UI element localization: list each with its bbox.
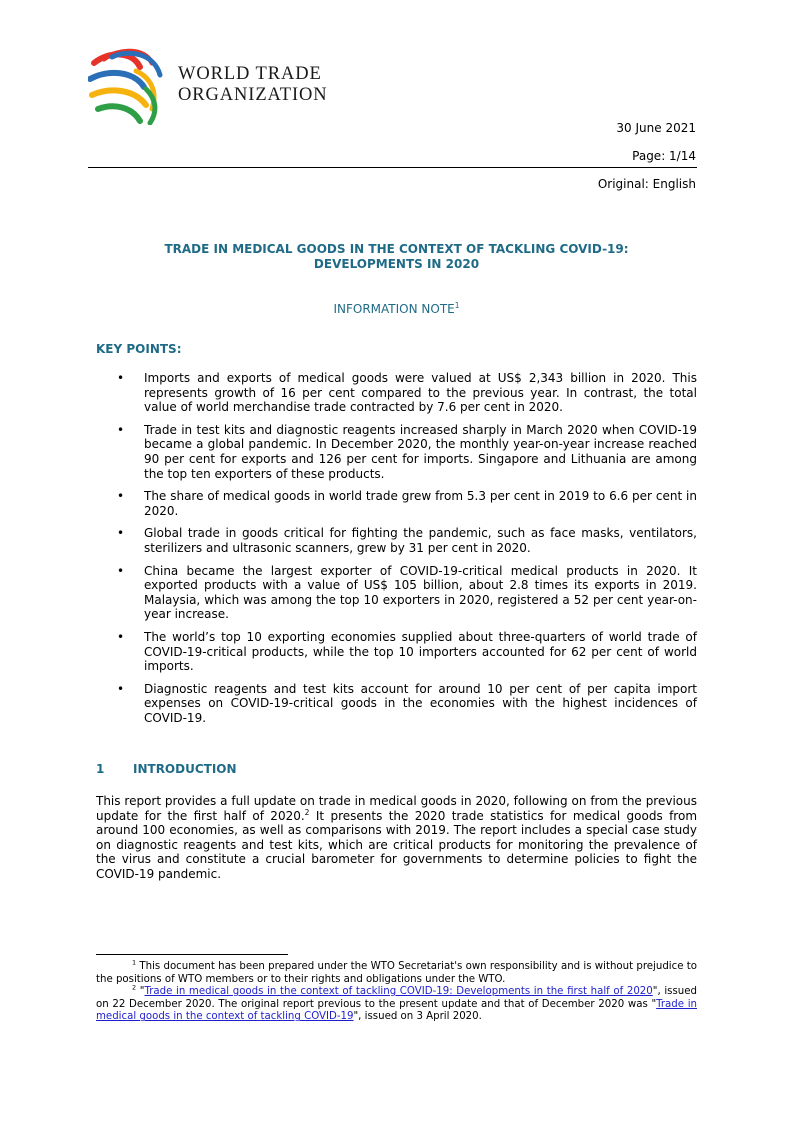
bullet-icon: • — [117, 629, 125, 644]
key-point-text: Diagnostic reagents and test kits account for around 10 per cent of per capita import expenses on COVID-19-critical goods in the economies with the highest incidences of COVID-19. — [144, 681, 697, 725]
bullet-icon: • — [117, 526, 125, 541]
key-point-text: Imports and exports of medical goods were valued at US$ 2,343 billion in 2020. This represents growth of 16 per cent compared to the previous year. In contrast, the total value of world merchandise trade contracted by 7.6 per cent in 2020. — [144, 371, 697, 415]
title-line-2: DEVELOPMENTS IN 2020 — [313, 257, 480, 271]
bullet-icon: • — [117, 422, 125, 437]
logo-wordmark — [178, 64, 328, 106]
footnote-divider — [96, 954, 288, 955]
report-link-april-2020[interactable]: Trade in medical goods in the context of tackling COVID-19 — [96, 998, 697, 1023]
document-date: 30 June 2021 — [616, 121, 696, 135]
bullet-icon: • — [117, 489, 125, 504]
title-line-1: TRADE IN MEDICAL GOODS IN THE CONTEXT OF TACKLING COVID-19: — [164, 242, 629, 256]
header-divider — [88, 167, 697, 168]
document-subtitle — [96, 302, 697, 316]
footnote-ref-1[interactable]: 1 — [454, 301, 460, 310]
logo-line-1: WORLD TRADE — [178, 64, 322, 84]
footnote-ref-2[interactable]: 2 — [304, 807, 310, 817]
key-point-text: China became the largest exporter of COVID-19-critical medical products in 2020. It exported products with a value of US$ 105 billion, about 2.8 times its exports in 2019. Malaysia, which was among the top 10 exporters in 2020, registered a 52 per cent year-on-year increase. — [144, 563, 697, 622]
section-title: INTRODUCTION — [133, 762, 237, 776]
bullet-icon: • — [117, 371, 125, 385]
key-point-item — [96, 371, 697, 415]
footnote-2-end: ", issued on 3 April 2020. — [353, 1011, 482, 1023]
key-point-item — [96, 526, 697, 555]
page-indicator: Page: 1/14 — [632, 149, 696, 163]
key-point-item — [96, 423, 697, 481]
section-heading — [96, 762, 237, 776]
footnote-2-number: 2 — [132, 983, 137, 992]
key-point-text: Trade in test kits and diagnostic reagents increased sharply in March 2020 when COVID-19 became a global pandemic. In December 2020, the monthly year-on-year increase reached 90 per cent for exports and 126 per cent for imports. Singapore and Lithuania are among the top ten exporters of these products. — [144, 422, 697, 481]
intro-text-1: This report provides a full update on trade in medical goods in 2020, following on from the previous update for the first half of 2020. — [96, 794, 697, 823]
key-point-item — [96, 682, 697, 726]
footnote-2-quote: " — [136, 986, 145, 998]
key-point-text: Global trade in goods critical for fighting the pandemic, such as face masks, ventilators, sterilizers and ultrasonic scanners, grew by 31 per cent in 2020. — [144, 526, 697, 555]
bullet-icon: • — [117, 681, 125, 696]
key-point-text: The share of medical goods in world trade grew from 5.3 per cent in 2019 to 6.6 per cent in 2020. — [144, 489, 697, 518]
footnote-2 — [96, 983, 697, 1024]
document-title — [96, 242, 697, 272]
key-points-list — [96, 371, 697, 733]
key-point-item — [96, 630, 697, 674]
bullet-icon: • — [117, 563, 125, 578]
key-point-item — [96, 564, 697, 622]
footnotes — [96, 958, 697, 1024]
subtitle-text: INFORMATION NOTE — [333, 302, 455, 316]
wto-logo-icon — [88, 47, 170, 125]
report-link-first-half-2020[interactable]: Trade in medical goods in the context of tackling COVID-19: Developments in the first half of 2020 — [144, 986, 653, 998]
key-points-heading: KEY POINTS: — [96, 342, 182, 356]
footnote-1-number: 1 — [132, 958, 137, 967]
introduction-paragraph — [96, 794, 697, 882]
footnote-1-text: This document has been prepared under the WTO Secretariat's own responsibility and is without prejudice to the positions of WTO members or to their rights and obligations under the WTO. — [96, 961, 697, 985]
key-point-item — [96, 489, 697, 518]
wto-logo — [88, 47, 348, 125]
footnote-2-mid: ", issued on 22 December 2020. The original report previous to the present update and that of December 2020 was " — [96, 986, 697, 1010]
section-number: 1 — [96, 762, 105, 776]
intro-text-2: It presents the 2020 trade statistics for medical goods from around 100 economies, as well as comparisons with 2019. The report includes a special case study on diagnostic reagents and test kits, which are critical products for monitoring the prevalence of the virus and constitute a crucial barometer for governments to determine policies to fight the COVID-19 pandemic. — [96, 808, 698, 881]
footnote-1 — [96, 958, 697, 986]
key-point-text: The world’s top 10 exporting economies supplied about three-quarters of world trade of COVID-19-critical products, while the top 10 importers accounted for 62 per cent of world imports. — [144, 629, 697, 674]
logo-line-2: ORGANIZATION — [178, 85, 328, 105]
original-language: Original: English — [597, 177, 696, 191]
